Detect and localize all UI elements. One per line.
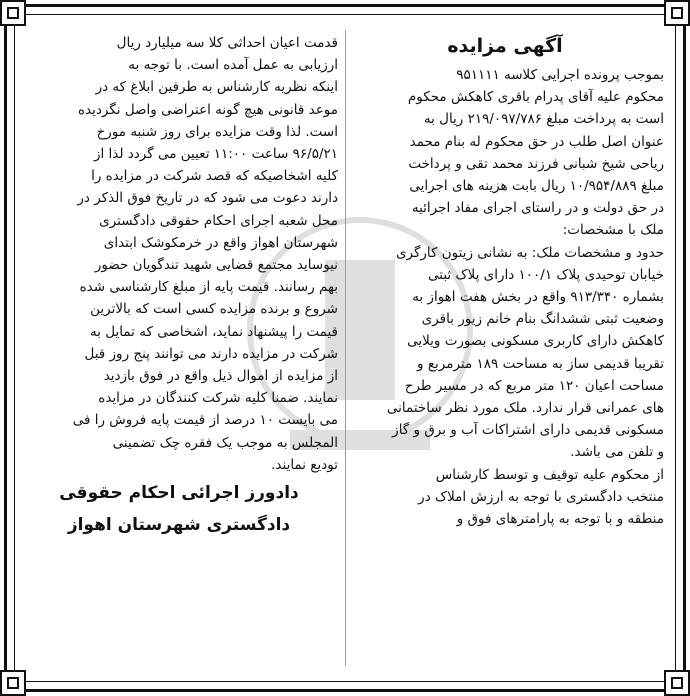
text-line: و تلفن می باشد. [570,444,664,461]
text-line: خیابان توحیدی پلاک ۱۰۰/۱ دارای پلاک ثبتی [428,266,664,283]
text-line: مبلغ ۱۰/۹۵۴/۸۸۹ ریال بابت هزینه های اجرایی [409,178,664,195]
text-line: شرکت در مزایده دارند می توانند پنج روز قبل [84,345,338,362]
text-line: بموجب پرونده اجرایی کلاسه ۹۵۱۱۱۱ [456,67,664,83]
text-line: های عمرانی قرار ندارد. ملک مورد نظر ساختمانی [386,400,664,417]
left-column-text [20,32,338,476]
text-line: منتخب دادگستری با توجه به ارزش املاک در [418,488,664,505]
text-line: است. لذا وقت مزایده برای روز شنبه مورخ [96,123,338,140]
text-line: در حق دولت و در راستای اجرای مفاد اجرائیه [411,200,664,217]
signature-line-1: دادورز اجرائی احکام حقوقی [59,483,299,504]
text-line: اینکه نظریه کارشناس به طرفین ابلاغ که در [95,79,338,96]
text-line: کلیه اشخاصیکه که قصد شرکت در مزایده را [91,168,338,185]
text-line: حدود و مشخصات ملک: به نشانی زیتون کارگری [395,244,664,261]
signature-line-2: دادگستری شهرستان اهواز [67,515,291,536]
text-line: است به پرداخت مبلغ ۲۱۹/۰۹۷/۷۸۶ ریال به [423,111,664,128]
text-line: مسکونی قدیمی دارای اشتراکات آب و برق و گاز [392,422,664,439]
text-line: ۹۶/۵/۲۱ ساعت ۱۱:۰۰ تعیین می گردد لذا از [93,146,338,163]
text-line: تقریبا قدیمی ساز به مساحت ۱۸۹ مترمربع و [417,355,664,372]
right-column-text [346,64,664,530]
text-line: تودیع نمایند. [271,456,338,473]
corner-ornament [0,0,26,26]
text-line: کاهکش دارای کاربری مسکونی بصورت ویلایی [407,333,664,350]
corner-ornament [664,0,690,26]
text-line: محل شعبه اجرای احکام حقوقی دادگستری [99,212,338,229]
text-line: دارند دعوت می شود که در تاریخ فوق الذکر در [77,190,338,207]
text-line: نیوساید مجتمع قضایی شهید تندگویان حضور [94,257,338,274]
text-line: می بایست ۱۰ درصد از قیمت پایه فروش را فی [72,412,338,429]
text-line: شروع و برنده مزایده کسی است که بالاترین [90,301,338,318]
notice-title: آگهی مزایده [447,35,563,57]
text-line: مساحت اعیان ۱۲۰ متر مربع که در مسیر طرح [404,377,664,394]
left-column [20,32,338,540]
text-line: عنوان اصل طلب در حق محکوم له بنام محمد [409,133,664,150]
corner-ornament [0,670,26,696]
right-column [346,32,664,530]
text-line: نمایند. ضمنا کلیه شرکت کنندگان در مزایده [98,390,338,407]
text-line: ریاحی شیخ شبانی فرزند محمد تقی و پرداخت [408,155,664,172]
text-line: ملک با مشخصات: [562,222,664,239]
text-line: از مزایده از اموال ذیل واقع در فوق بازدید [103,368,338,385]
text-line: محکوم علیه آقای پدرام باقری کاهکش محکوم [407,89,664,106]
corner-ornament [664,670,690,696]
text-line: منطقه و با توجه به پارامترهای فوق و [456,511,664,528]
text-line: شهرستان اهواز واقع در خرمکوشک ابتدای [103,234,338,251]
text-line: از محکوم علیه توقیف و توسط کارشناس [435,466,664,483]
text-line: وضعیت ثبتی ششدانگ بنام خانم زیور باقری [421,311,664,328]
text-line: بشماره ۹۱۳/۳۴۰ واقع در بخش هفت اهواز به [412,289,664,306]
text-line: المجلس به موجب یک فقره چک تضمینی [112,434,338,451]
text-line: قیمت را پیشنهاد نماید، اشخاصی که تمایل به [90,323,338,340]
text-line: ارزیابی به عمل آمده است. با توجه به [128,57,338,74]
text-line: موعد قانونی هیچ گونه اعتراضی واصل نگردیده [77,101,338,118]
text-line: قدمت اعیان احداثی کلا سه میلیارد ریال [116,35,338,51]
text-line: بهم رسانند. قیمت پایه از مبلغ کارشناسی شده [79,279,338,296]
